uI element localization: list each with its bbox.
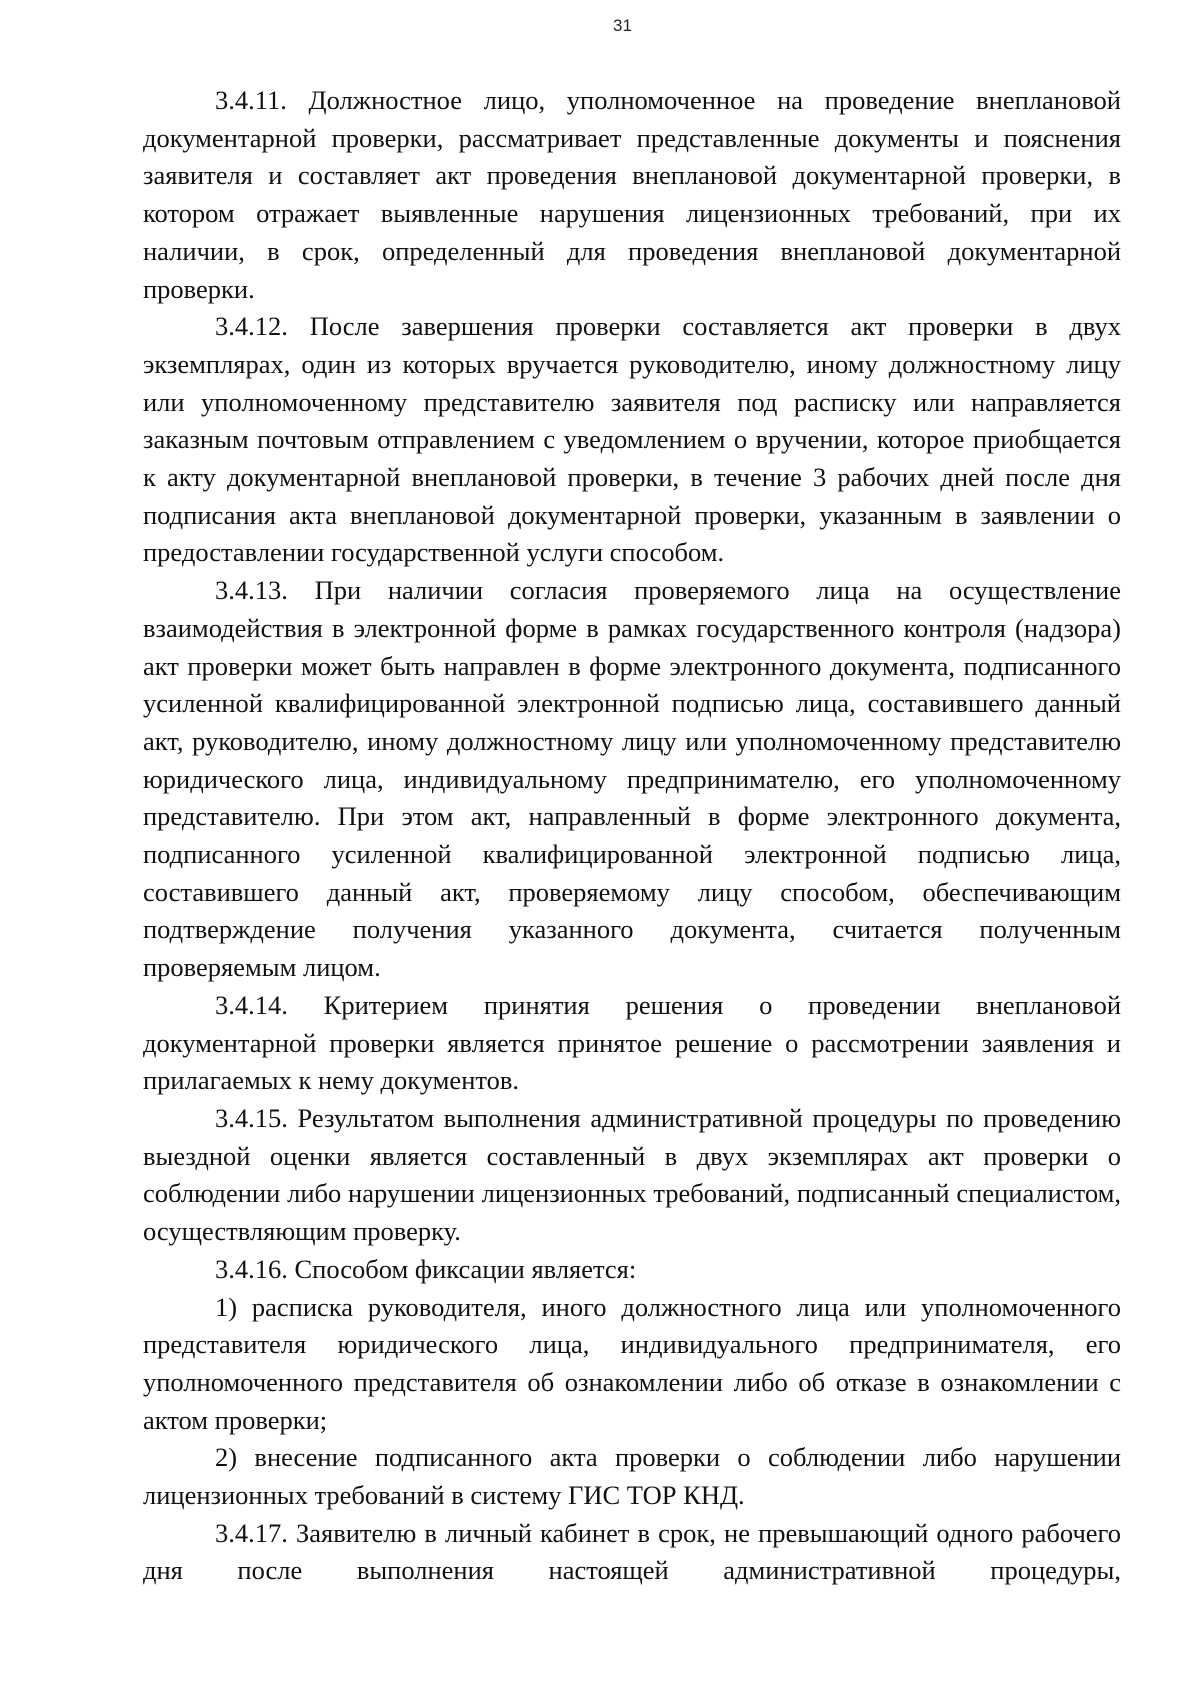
- list-item-2: 2) внесение подписанного акта проверки о соблюдении либо нарушении лицензионных требований в систему ГИС ТОР КНД.: [143, 1442, 1121, 1511]
- paragraph-3-4-16: 3.4.16. Способом фиксации является:: [215, 1253, 637, 1284]
- paragraph-3-4-12: 3.4.12. После завершения проверки составляется акт проверки в двух экземплярах, один из которых вручается руководителю, иному должностному лицу или уполномоченному представителю заявителя под расписку или направляется заказным почтовым отправлением с уведомлением о вручении, которое приобщается к акту документарной внеплановой проверки, в течение 3 рабочих дней после дня подписания акта внеплановой документарной проверки, указанным в заявлении о предоставлении государственной услуги способом.: [143, 311, 1121, 568]
- paragraph-3-4-14: 3.4.14. Критерием принятия решения о проведении внеплановой документарной проверки является принятое решение о рассмотрении заявления и прилагаемых к нему документов.: [143, 989, 1121, 1096]
- list-item-1: 1) расписка руководителя, иного должностного лица или уполномоченного представителя юридического лица, индивидуального предпринимателя, его уполномоченного представителя об ознакомлении либо об отказе в ознакомлении с актом проверки;: [143, 1291, 1121, 1435]
- paragraph-3-4-15: 3.4.15. Результатом выполнения административной процедуры по проведению выездной оценки является составленный в двух экземплярах акт проверки о соблюдении либо нарушении лицензионных требований, подписанный специалистом, осуществляющим проверку.: [143, 1102, 1121, 1247]
- paragraph-3-4-13: 3.4.13. При наличии согласия проверяемого лица на осуществление взаимодействия в электронной форме в рамках государственного контроля (надзора) акт проверки может быть направлен в форме электронного документа, подписанного усиленной квалифицированной электронной подписью лица, составившего данный акт, руководителю, иному должностному лицу или уполномоченному представителю юридического лица, индивидуальному предпринимателю, его уполномоченному представителю. При этом акт, направленный в форме электронного документа, подписанного усиленной квалифицированной электронной подписью лица, составившего данный акт, проверяемому лицу способом, обеспечивающим подтверждение получения указанного документа, считается полученным проверяемым лицом.: [143, 575, 1121, 983]
- paragraph-3-4-17: 3.4.17. Заявителю в личный кабинет в срок, не превышающий одного рабочего дня после выполнения настоящей административной процедуры,: [143, 1517, 1121, 1586]
- page-number: 31: [613, 16, 632, 35]
- document-body: [143, 82, 1121, 1590]
- paragraph-3-4-11: 3.4.11. Должностное лицо, уполномоченное на проведение внеплановой документарной проверки, рассматривает представленные документы и пояснения заявителя и составляет акт проведения внеплановой документарной проверки, в котором отражает выявленные нарушения лицензионных требований, при их наличии, в срок, определенный для проведения внеплановой документарной проверки.: [143, 85, 1121, 304]
